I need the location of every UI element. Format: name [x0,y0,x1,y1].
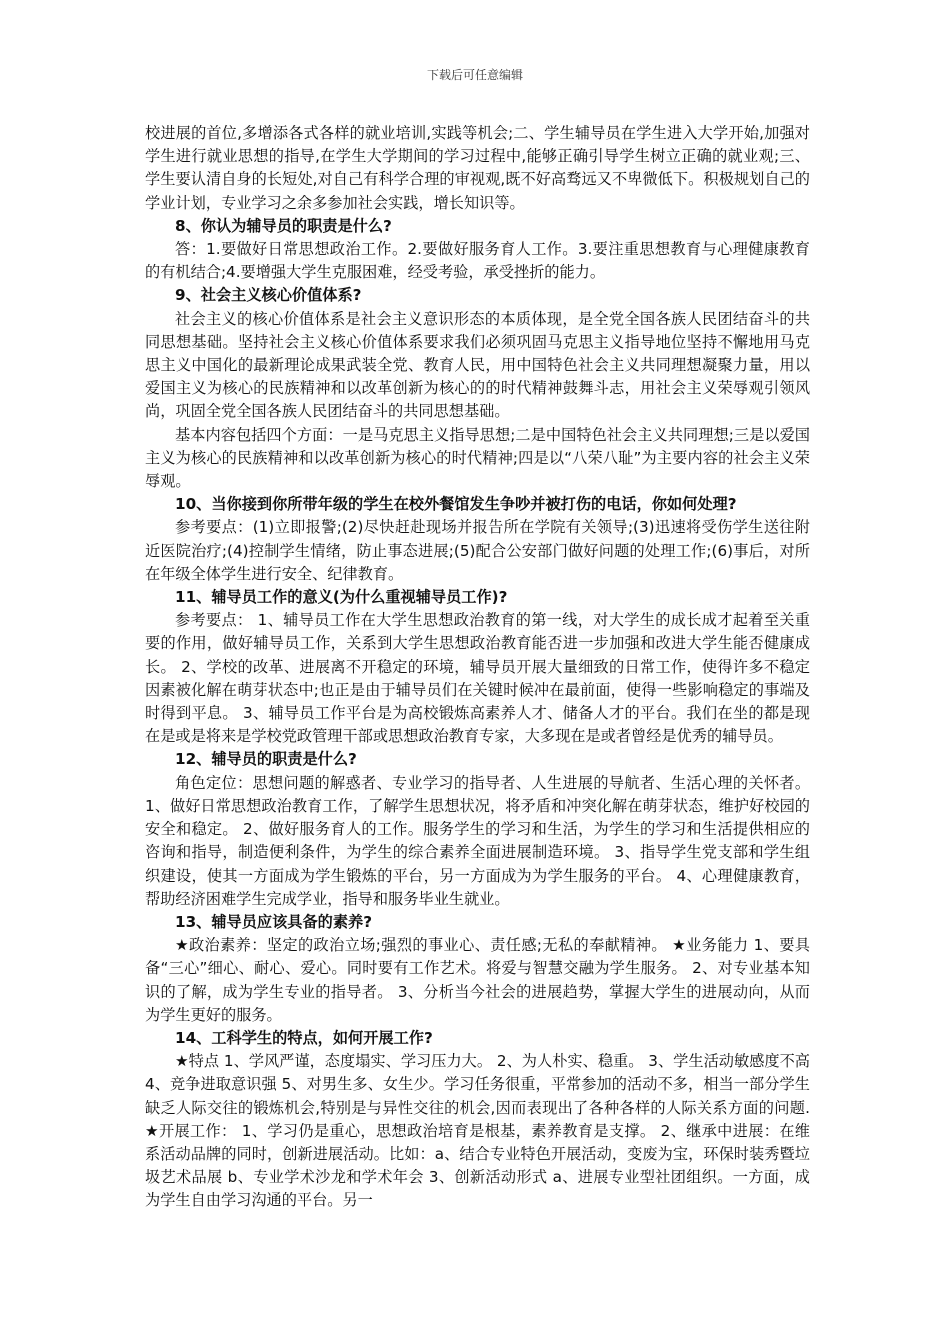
document-body [145,122,810,1213]
page-header: 下载后可任意编辑 [426,68,523,82]
question-heading-12: 12、辅导员的职责是什么? [175,750,357,769]
answer-9-part-2: 基本内容包括四个方面：一是马克思主义指导思想;二是中国特色社会主义共同理想;三是以爱国主义为核心的民族精神和以改革创新为核心的时代精神;四是以“八荣八耻”为主要内容的社会主义荣辱观。 [145,425,810,491]
question-heading-14: 14、工科学生的特点，如何开展工作? [175,1028,433,1047]
question-heading-13: 13、辅导员应该具备的素养? [175,912,373,931]
question-heading-9: 9、社会主义核心价值体系? [175,286,362,305]
answer-12: 角色定位：思想问题的解惑者、专业学习的指导者、人生进展的导航者、生活心理的关怀者。1、做好日常思想政治教育工作，了解学生思想状况，将矛盾和冲突化解在萌芽状态，维护好校园的安全和稳定。 2、做好服务育人的工作。服务学生的学习和生活，为学生的学习和生活提供相应的咨询和指导，制造便利条件，为学生的综合素养全面进展制造环境。 3、指导学生党支部和学生组织建设，使其一方面成为学生锻炼的平台，另一方面成为为学生服务的平台。 4、心理健康教育，帮助经济困难学生完成学业，指导和服务毕业生就业。 [145,773,810,908]
answer-13: ★政治素养：坚定的政治立场;强烈的事业心、责任感;无私的奉献精神。 ★业务能力 1、要具备“三心”细心、耐心、爱心。同时要有工作艺术。将爱与智慧交融为学生服务。 2、对专业基本知识的了解，成为学生专业的指导者。 3、分析当今社会的进展趋势，掌握大学生的进展动向，从而为学生更好的服务。 [145,936,810,1024]
question-heading-11: 11、辅导员工作的意义(为什么重视辅导员工作)? [175,588,508,607]
answer-10: 参考要点：(1)立即报警;(2)尽快赶赴现场并报告所在学院有关领导;(3)迅速将受伤学生送往附近医院治疗;(4)控制学生情绪，防止事态进展;(5)配合公安部门做好问题的处理工作;(6)事后，对所在年级全体学生进行安全、纪律教育。 [145,518,810,583]
paragraph-continuation: 校进展的首位,多增添各式各样的就业培训,实践等机会;二、学生辅导员在学生进入大学开始,加强对学生进行就业思想的指导,在学生大学期间的学习过程中,能够正确引导学生树立正确的就业观;三、学生要认清自身的长短处,对自己有科学合理的审视观,既不好高骛远又不卑微低下。积极规划自己的学业计划，专业学习之余多参加社会实践，增长知识等。 [145,124,810,212]
question-heading-8: 8、你认为辅导员的职责是什么? [175,216,392,235]
answer-11: 参考要点： 1、辅导员工作在大学生思想政治教育的第一线，对大学生的成长成才起着至关重要的作用，做好辅导员工作，关系到大学生思想政治教育能否进一步加强和改进大学生能否健康成长。 2、学校的改革、进展离不开稳定的环境，辅导员开展大量细致的日常工作，使得许多不稳定因素被化解在萌芽状态中;也正是由于辅导员们在关键时候冲在最前面，使得一些影响稳定的事端及时得到平息。 3、辅导员工作平台是为高校锻炼高素养人才、储备人才的平台。我们在坐的都是现在是或是将来是学校党政管理干部或思想政治教育专家，大多现在是或者曾经是优秀的辅导员。 [145,611,810,746]
answer-14: ★特点 1、学风严谨，态度塌实、学习压力大。 2、为人朴实、稳重。 3、学生活动敏感度不高 4、竞争进取意识强 5、对男生多、女生少。学习任务很重，平常参加的活动不多，相当一部分学生缺乏人际交往的锻炼机会,特别是与异性交往的机会,因而表现出了各种各样的人际关系方面的问题. ★开展工作： 1、学习仍是重心，思想政治培育是根基，素养教育是支撑。 2、继承中进展：在维系活动品牌的同时，创新进展活动。比如：a、结合专业特色开展活动，变废为宝，环保时装秀暨垃圾艺术品展 b、专业学术沙龙和学术年会 3、创新活动形式 a、进展专业型社团组织。一方面，成为学生自由学习沟通的平台。另一 [145,1052,810,1210]
question-heading-10: 10、当你接到你所带年级的学生在校外餐馆发生争吵并被打伤的电话，你如何处理? [175,495,737,514]
answer-9-part-1: 社会主义的核心价值体系是社会主义意识形态的本质体现，是全党全国各族人民团结奋斗的共同思想基础。坚持社会主义核心价值体系要求我们必须巩固马克思主义指导地位坚持不懈地用马克思主义中国化的最新理论成果武装全党、教育人民，用中国特色社会主义共同理想凝聚力量，用以爱国主义为核心的民族精神和以改革创新为核心的的时代精神鼓舞斗志，用社会主义荣辱观引领风尚，巩固全党全国各族人民团结奋斗的共同思想基础。 [145,309,810,421]
answer-8: 答：1.要做好日常思想政治工作。2.要做好服务育人工作。3.要注重思想教育与心理健康教育的有机结合;4.要增强大学生克服困难，经受考验，承受挫折的能力。 [145,240,810,282]
